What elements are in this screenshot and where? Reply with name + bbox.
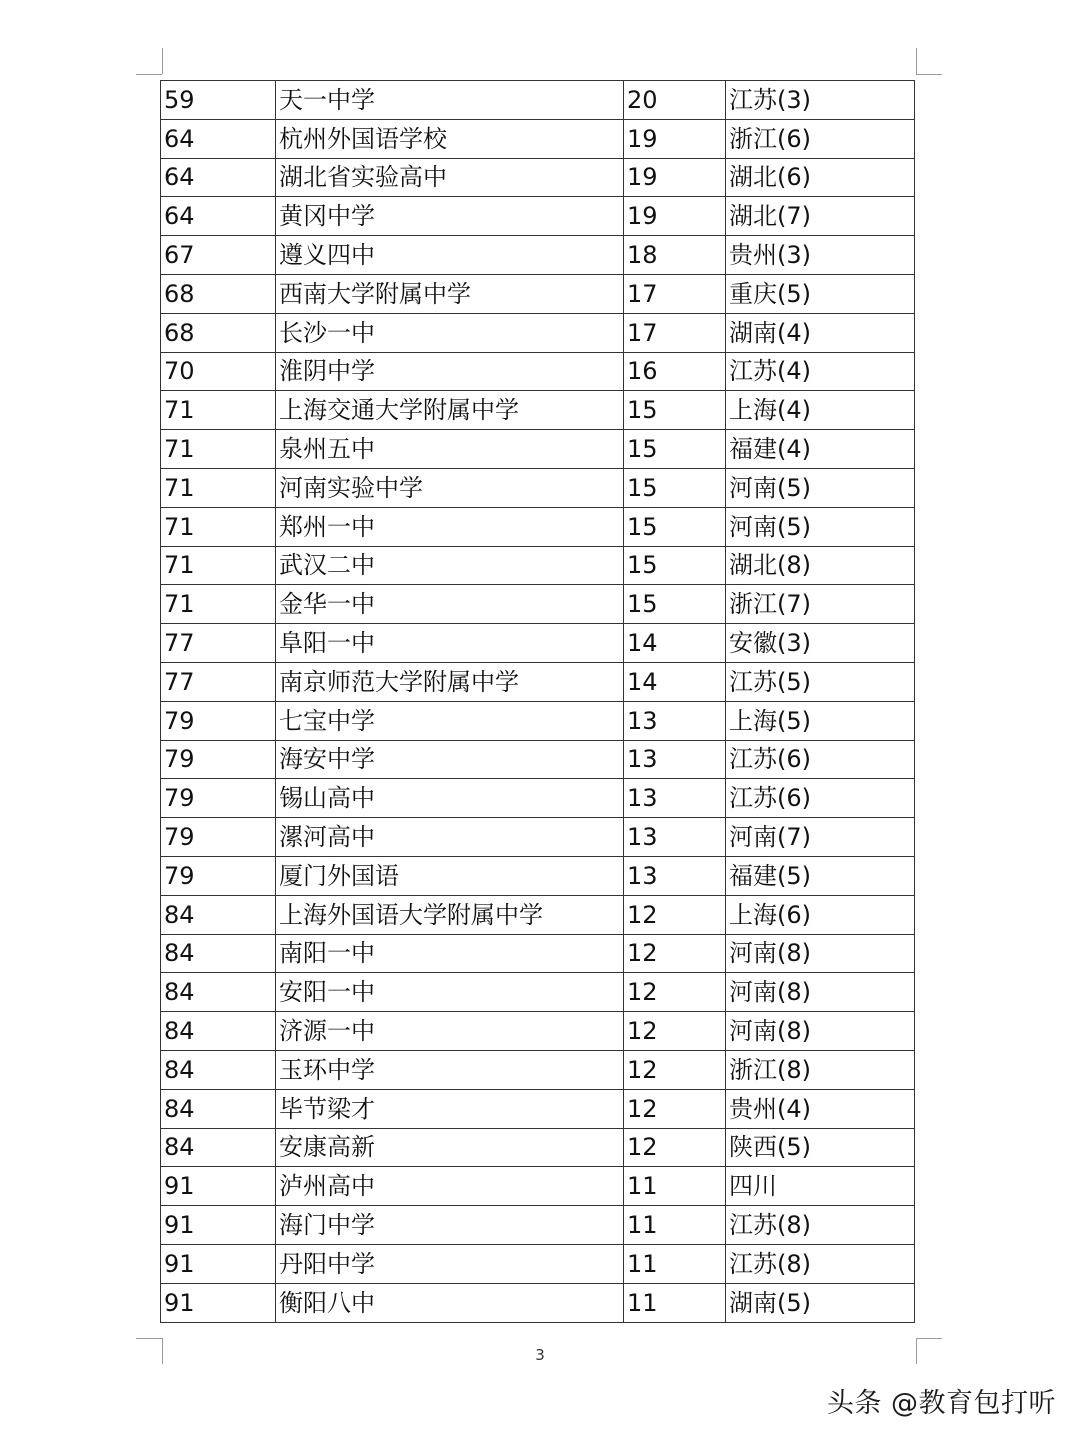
count-cell: 17 (624, 313, 726, 352)
rank-cell: 84 (161, 895, 276, 934)
table-row (161, 546, 915, 585)
rank-cell: 91 (161, 1167, 276, 1206)
table-row (161, 1167, 915, 1206)
table-row (161, 81, 915, 120)
table-row (161, 507, 915, 546)
table-row (161, 701, 915, 740)
rank-cell: 71 (161, 585, 276, 624)
table-row (161, 585, 915, 624)
count-cell: 12 (624, 1050, 726, 1089)
page-corner-mark-bottom-left (162, 1338, 163, 1364)
watermark: 头条 @教育包打听 (826, 1388, 1056, 1419)
rank-cell: 64 (161, 197, 276, 236)
table-row (161, 856, 915, 895)
school-name-cell: 上海外国语大学附属中学 (276, 895, 624, 934)
rank-cell: 91 (161, 1206, 276, 1245)
school-name-cell: 锡山高中 (276, 779, 624, 818)
table-row (161, 1050, 915, 1089)
rank-cell: 79 (161, 818, 276, 857)
province-cell: 河南(8) (726, 973, 915, 1012)
rank-cell: 91 (161, 1244, 276, 1283)
school-name-cell: 泸州高中 (276, 1167, 624, 1206)
table-row (161, 740, 915, 779)
count-cell: 19 (624, 119, 726, 158)
count-cell: 15 (624, 430, 726, 469)
school-name-cell: 漯河高中 (276, 818, 624, 857)
count-cell: 13 (624, 740, 726, 779)
school-name-cell: 上海交通大学附属中学 (276, 391, 624, 430)
table-row (161, 934, 915, 973)
table-row (161, 391, 915, 430)
province-cell: 湖南(5) (726, 1283, 915, 1322)
table-row (161, 662, 915, 701)
rank-cell: 71 (161, 468, 276, 507)
count-cell: 11 (624, 1283, 726, 1322)
school-name-cell: 黄冈中学 (276, 197, 624, 236)
school-ranking-table (160, 80, 915, 1323)
table-row (161, 468, 915, 507)
count-cell: 11 (624, 1167, 726, 1206)
school-name-cell: 郑州一中 (276, 507, 624, 546)
rank-cell: 71 (161, 391, 276, 430)
province-cell: 福建(4) (726, 430, 915, 469)
province-cell: 浙江(8) (726, 1050, 915, 1089)
school-name-cell: 衡阳八中 (276, 1283, 624, 1322)
province-cell: 浙江(7) (726, 585, 915, 624)
school-name-cell: 泉州五中 (276, 430, 624, 469)
province-cell: 河南(5) (726, 507, 915, 546)
rank-cell: 84 (161, 1012, 276, 1051)
count-cell: 19 (624, 197, 726, 236)
school-name-cell: 七宝中学 (276, 701, 624, 740)
school-name-cell: 淮阴中学 (276, 352, 624, 391)
table-row (161, 430, 915, 469)
rank-cell: 79 (161, 856, 276, 895)
province-cell: 安徽(3) (726, 624, 915, 663)
count-cell: 12 (624, 934, 726, 973)
rank-cell: 64 (161, 158, 276, 197)
table-row (161, 1283, 915, 1322)
school-name-cell: 南京师范大学附属中学 (276, 662, 624, 701)
province-cell: 重庆(5) (726, 274, 915, 313)
school-name-cell: 武汉二中 (276, 546, 624, 585)
province-cell: 上海(4) (726, 391, 915, 430)
count-cell: 14 (624, 662, 726, 701)
province-cell: 上海(6) (726, 895, 915, 934)
count-cell: 20 (624, 81, 726, 120)
count-cell: 11 (624, 1206, 726, 1245)
count-cell: 14 (624, 624, 726, 663)
table-row (161, 624, 915, 663)
count-cell: 13 (624, 779, 726, 818)
rank-cell: 84 (161, 1089, 276, 1128)
province-cell: 江苏(3) (726, 81, 915, 120)
table-row (161, 197, 915, 236)
rank-cell: 84 (161, 1050, 276, 1089)
rank-cell: 84 (161, 934, 276, 973)
table-row (161, 818, 915, 857)
count-cell: 12 (624, 1012, 726, 1051)
rank-cell: 71 (161, 546, 276, 585)
rank-cell: 79 (161, 740, 276, 779)
page-corner-mark-bottom-right (916, 1338, 942, 1339)
count-cell: 12 (624, 895, 726, 934)
count-cell: 18 (624, 236, 726, 275)
count-cell: 15 (624, 507, 726, 546)
rank-cell: 71 (161, 507, 276, 546)
rank-cell: 77 (161, 624, 276, 663)
page-corner-mark-top-right (916, 74, 942, 75)
table-row (161, 895, 915, 934)
province-cell: 四川 (726, 1167, 915, 1206)
table-row (161, 1206, 915, 1245)
rank-cell: 68 (161, 274, 276, 313)
school-name-cell: 金华一中 (276, 585, 624, 624)
school-name-cell: 河南实验中学 (276, 468, 624, 507)
table-row (161, 352, 915, 391)
province-cell: 河南(7) (726, 818, 915, 857)
count-cell: 15 (624, 468, 726, 507)
table-row (161, 158, 915, 197)
province-cell: 贵州(3) (726, 236, 915, 275)
school-name-cell: 湖北省实验高中 (276, 158, 624, 197)
school-name-cell: 遵义四中 (276, 236, 624, 275)
school-name-cell: 济源一中 (276, 1012, 624, 1051)
page-corner-mark-top-left (162, 48, 163, 74)
school-name-cell: 毕节梁才 (276, 1089, 624, 1128)
province-cell: 江苏(6) (726, 740, 915, 779)
province-cell: 上海(5) (726, 701, 915, 740)
rank-cell: 91 (161, 1283, 276, 1322)
school-name-cell: 海门中学 (276, 1206, 624, 1245)
province-cell: 江苏(8) (726, 1244, 915, 1283)
school-name-cell: 厦门外国语 (276, 856, 624, 895)
rank-cell: 84 (161, 973, 276, 1012)
rank-cell: 64 (161, 119, 276, 158)
school-name-cell: 安阳一中 (276, 973, 624, 1012)
table-row (161, 119, 915, 158)
school-name-cell: 丹阳中学 (276, 1244, 624, 1283)
table-row (161, 1089, 915, 1128)
province-cell: 江苏(6) (726, 779, 915, 818)
rank-cell: 71 (161, 430, 276, 469)
count-cell: 12 (624, 1128, 726, 1167)
rank-cell: 79 (161, 701, 276, 740)
province-cell: 江苏(5) (726, 662, 915, 701)
province-cell: 河南(5) (726, 468, 915, 507)
province-cell: 河南(8) (726, 934, 915, 973)
province-cell: 湖北(6) (726, 158, 915, 197)
province-cell: 湖北(8) (726, 546, 915, 585)
count-cell: 13 (624, 818, 726, 857)
count-cell: 12 (624, 973, 726, 1012)
province-cell: 福建(5) (726, 856, 915, 895)
school-name-cell: 玉环中学 (276, 1050, 624, 1089)
province-cell: 浙江(6) (726, 119, 915, 158)
school-name-cell: 西南大学附属中学 (276, 274, 624, 313)
rank-cell: 84 (161, 1128, 276, 1167)
school-name-cell: 天一中学 (276, 81, 624, 120)
province-cell: 陕西(5) (726, 1128, 915, 1167)
rank-cell: 68 (161, 313, 276, 352)
page-corner-mark-bottom-right (916, 1338, 917, 1364)
count-cell: 11 (624, 1244, 726, 1283)
school-name-cell: 安康高新 (276, 1128, 624, 1167)
count-cell: 12 (624, 1089, 726, 1128)
province-cell: 江苏(4) (726, 352, 915, 391)
page-corner-mark-top-left (136, 74, 162, 75)
count-cell: 13 (624, 701, 726, 740)
province-cell: 湖北(7) (726, 197, 915, 236)
province-cell: 贵州(4) (726, 1089, 915, 1128)
province-cell: 江苏(8) (726, 1206, 915, 1245)
page-number: 3 (535, 1346, 545, 1364)
table-row (161, 274, 915, 313)
count-cell: 15 (624, 585, 726, 624)
count-cell: 15 (624, 391, 726, 430)
rank-cell: 77 (161, 662, 276, 701)
table-row (161, 313, 915, 352)
count-cell: 19 (624, 158, 726, 197)
table-row (161, 973, 915, 1012)
count-cell: 16 (624, 352, 726, 391)
rank-cell: 67 (161, 236, 276, 275)
rank-cell: 59 (161, 81, 276, 120)
table-row (161, 1128, 915, 1167)
rank-cell: 79 (161, 779, 276, 818)
count-cell: 13 (624, 856, 726, 895)
table-body (161, 81, 915, 1323)
province-cell: 河南(8) (726, 1012, 915, 1051)
rank-cell: 70 (161, 352, 276, 391)
page-corner-mark-top-right (916, 48, 917, 74)
page-corner-mark-bottom-left (136, 1338, 162, 1339)
count-cell: 15 (624, 546, 726, 585)
school-name-cell: 南阳一中 (276, 934, 624, 973)
school-name-cell: 长沙一中 (276, 313, 624, 352)
table-row (161, 1012, 915, 1051)
table-row (161, 779, 915, 818)
province-cell: 湖南(4) (726, 313, 915, 352)
table-row (161, 236, 915, 275)
school-name-cell: 海安中学 (276, 740, 624, 779)
school-name-cell: 阜阳一中 (276, 624, 624, 663)
count-cell: 17 (624, 274, 726, 313)
school-name-cell: 杭州外国语学校 (276, 119, 624, 158)
table-row (161, 1244, 915, 1283)
